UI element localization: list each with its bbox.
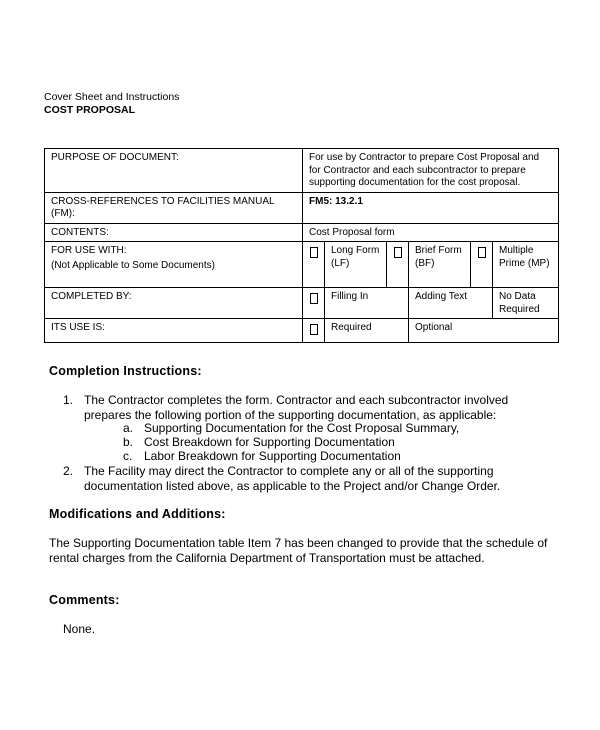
sub-item-c: Labor Breakdown for Supporting Documentation xyxy=(144,449,401,463)
completed-by-label: COMPLETED BY: xyxy=(45,288,303,319)
option-multiple-prime: Multiple Prime (MP) xyxy=(493,242,559,288)
completion-item-2: The Facility may direct the Contractor to complete any or all of the supporting documentation listed above, as applicable to the Project and/or Change Order. xyxy=(84,464,501,493)
sub-item-letter: c. xyxy=(123,449,133,463)
crossref-label: CROSS-REFERENCES TO FACILITIES MANUAL (FM): xyxy=(45,192,303,223)
contents-label: CONTENTS: xyxy=(45,223,303,242)
comments-text: None. xyxy=(63,622,96,636)
table-row xyxy=(45,192,559,223)
option-long-form: Long Form (LF) xyxy=(325,242,387,288)
checkbox-brief-form[interactable] xyxy=(394,247,402,258)
list-item-number: 2. xyxy=(63,464,74,478)
checkbox-filling-in[interactable] xyxy=(310,293,318,304)
table-row xyxy=(45,223,559,242)
option-required: Required xyxy=(325,319,409,343)
sub-item-letter: a. xyxy=(123,421,134,435)
checkbox-long-form[interactable] xyxy=(310,247,318,258)
comments-heading: Comments: xyxy=(49,593,120,607)
modifications-heading: Modifications and Additions: xyxy=(49,507,226,521)
option-adding-text: Adding Text xyxy=(409,288,493,319)
document-title: COST PROPOSAL xyxy=(44,104,136,116)
table-row xyxy=(45,288,559,319)
sub-item-letter: b. xyxy=(123,435,134,449)
use-with-cell xyxy=(45,242,303,288)
checkbox-multiple-prime[interactable] xyxy=(478,247,486,258)
option-no-data-required: No Data Required xyxy=(493,288,559,319)
use-with-note: (Not Applicable to Some Documents) xyxy=(51,259,215,271)
document-subtitle: Cover Sheet and Instructions xyxy=(44,91,180,103)
sub-item-a: Supporting Documentation for the Cost Proposal Summary, xyxy=(144,421,460,435)
contents-value: Cost Proposal form xyxy=(303,223,559,242)
form-info-table xyxy=(44,148,559,343)
option-filling-in: Filling In xyxy=(325,288,409,319)
completion-item-1: The Contractor completes the form. Contractor and each subcontractor involved prepares the following portion of the supporting documentation, as applicable: xyxy=(84,393,509,422)
table-row xyxy=(45,319,559,343)
option-optional: Optional xyxy=(409,319,559,343)
completion-heading: Completion Instructions: xyxy=(49,364,202,378)
purpose-value: For use by Contractor to prepare Cost Proposal and for Contractor and each subcontractor to prepare supporting documentation for the cost proposal. xyxy=(303,149,559,193)
table-row xyxy=(45,242,559,288)
use-with-label: FOR USE WITH: xyxy=(51,245,127,256)
crossref-value: FM5: 13.2.1 xyxy=(303,192,559,223)
list-item-number: 1. xyxy=(63,393,74,407)
sub-item-b: Cost Breakdown for Supporting Documentation xyxy=(144,435,395,449)
table-row xyxy=(45,149,559,193)
option-brief-form: Brief Form (BF) xyxy=(409,242,471,288)
its-use-label: ITS USE IS: xyxy=(45,319,303,343)
checkbox-required[interactable] xyxy=(310,324,318,335)
purpose-label: PURPOSE OF DOCUMENT: xyxy=(45,149,303,193)
modifications-text: The Supporting Documentation table Item 7 has been changed to provide that the schedule of rental charges from the California Department of Transportation must be attached. xyxy=(49,536,548,565)
